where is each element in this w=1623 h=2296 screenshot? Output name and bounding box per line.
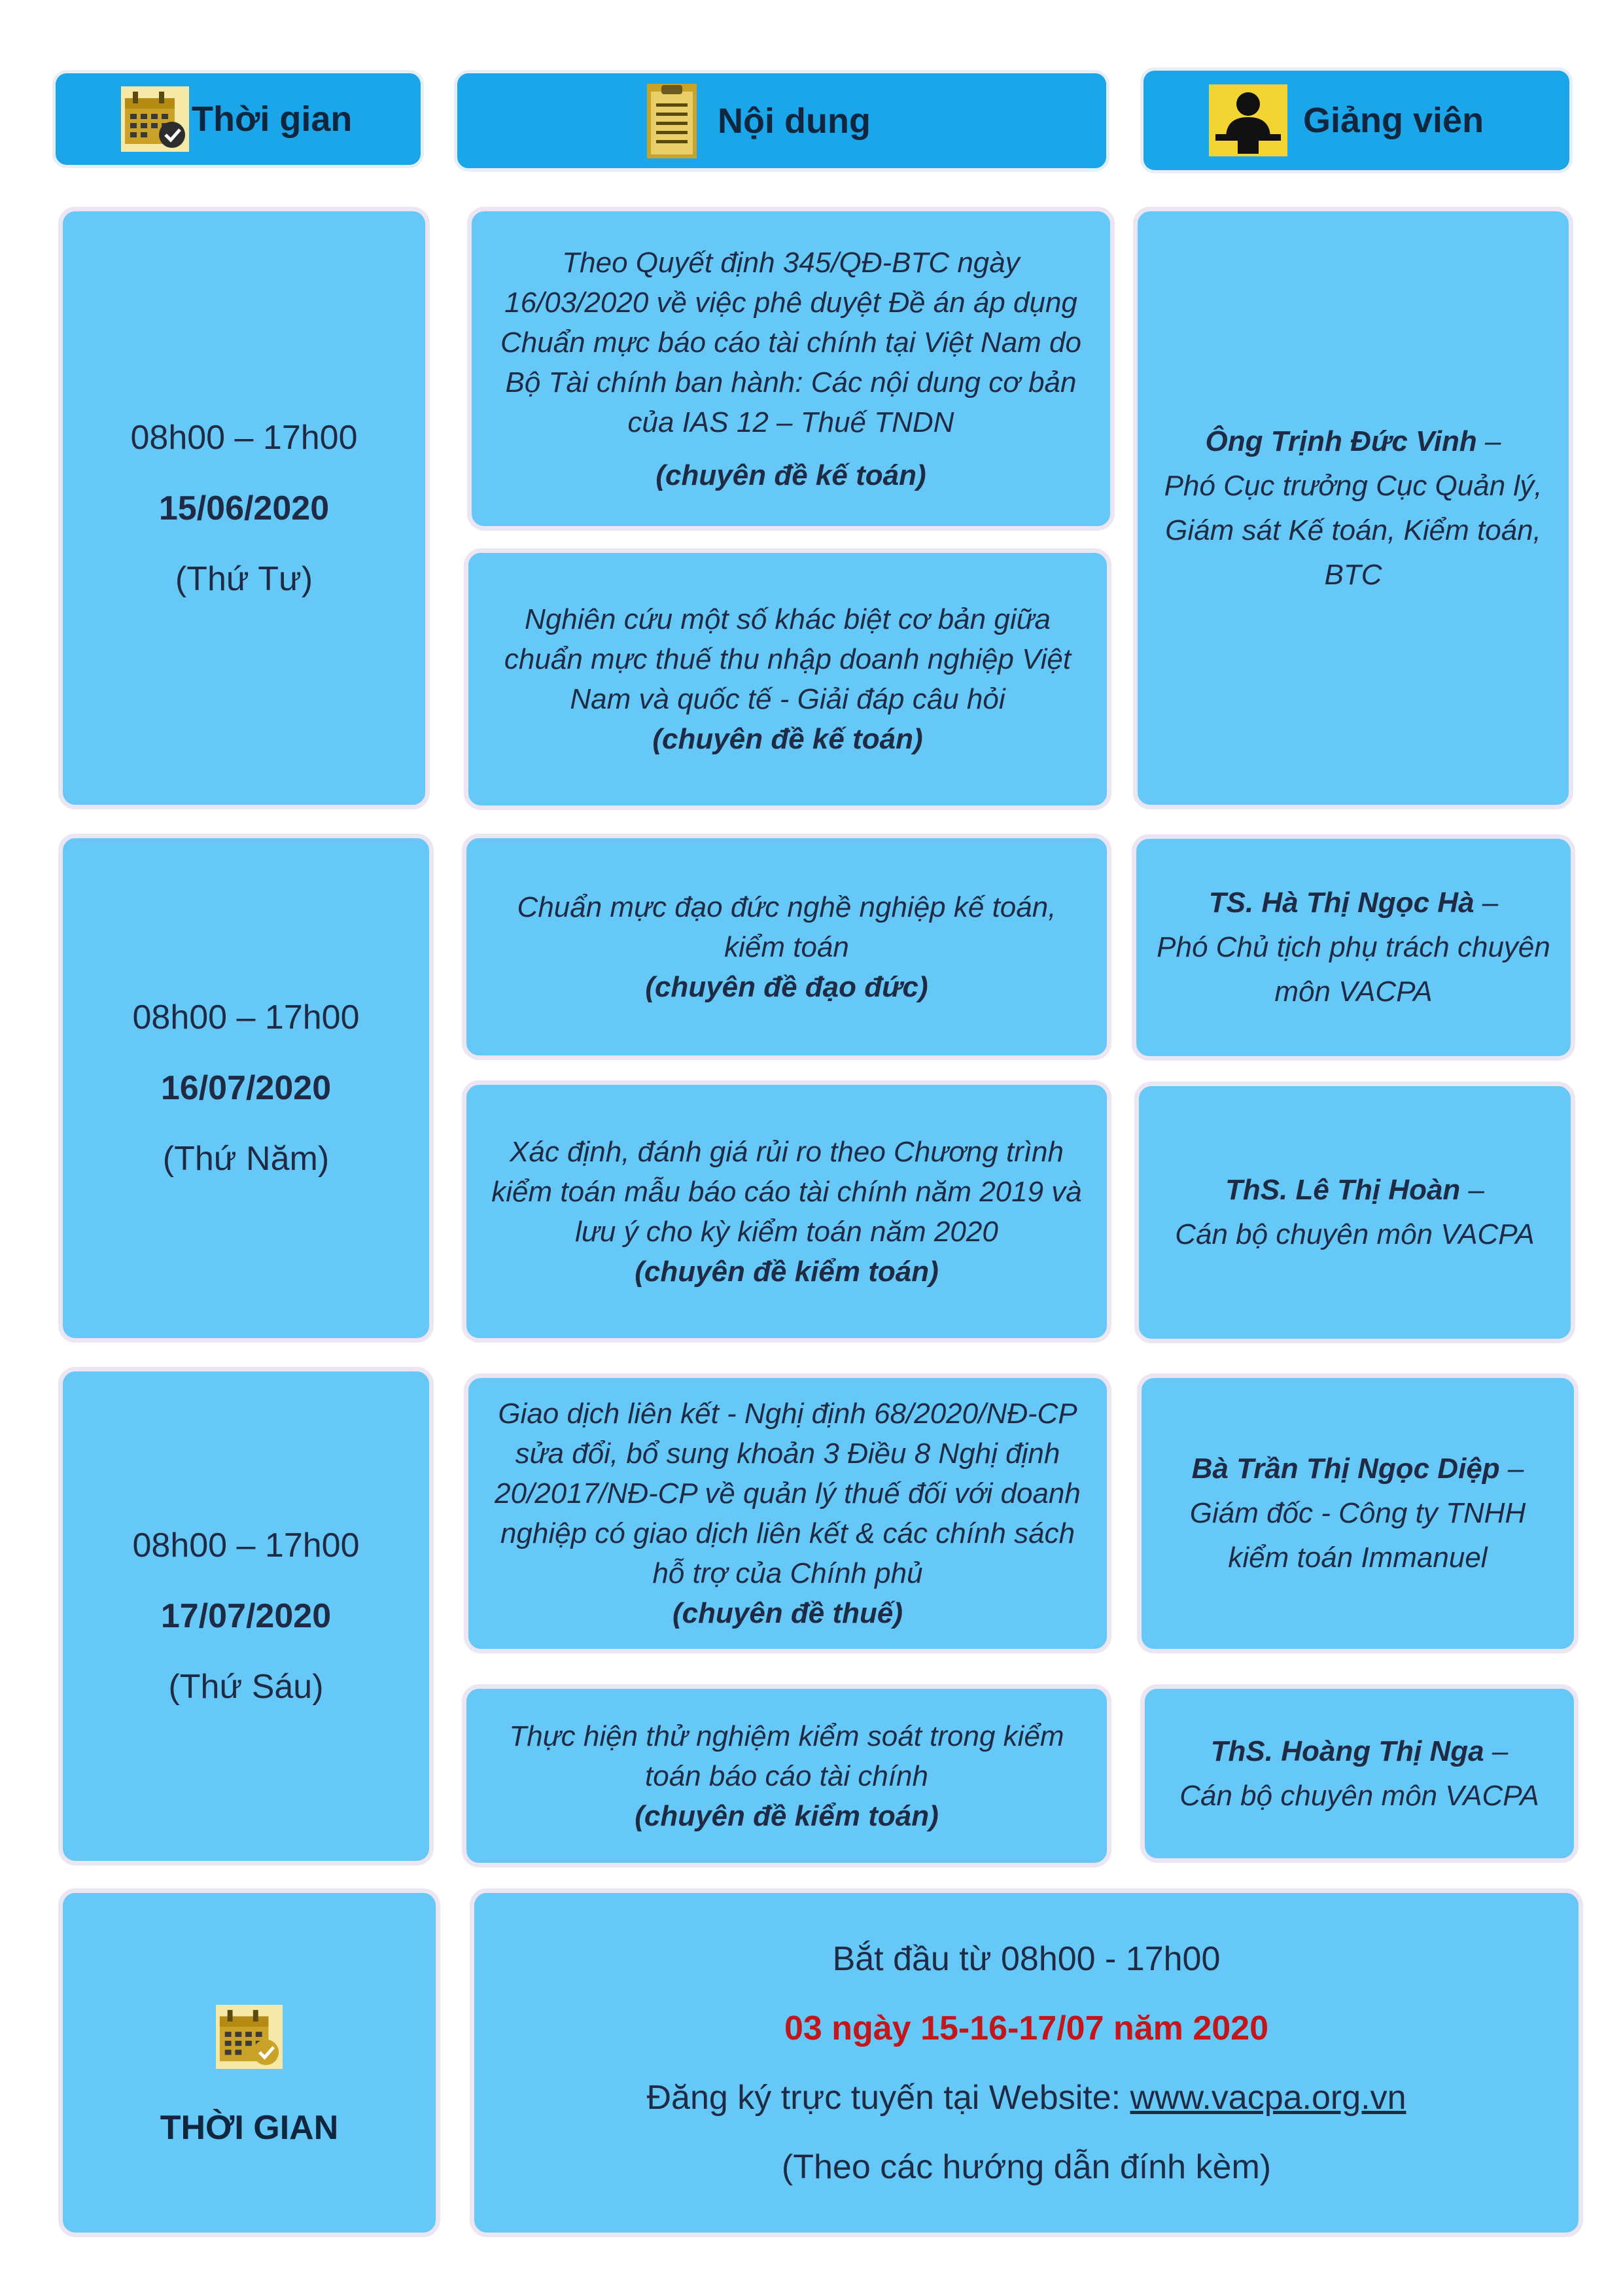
header-content — [454, 70, 1109, 171]
header-time-label: Thời gian — [192, 99, 353, 139]
day2-date: 16/07/2020 — [160, 1069, 332, 1107]
lecturer-role: Cán bộ chuyên môn VACPA — [1175, 1218, 1535, 1250]
day2-lecturer2 — [1134, 1082, 1575, 1343]
summary-register — [646, 2078, 1406, 2117]
lecturer-role: Cán bộ chuyên môn VACPA — [1179, 1779, 1539, 1812]
lecturer-role: Giám đốc - Công ty TNHH kiểm toán Immanuel — [1189, 1497, 1526, 1574]
day3-session2 — [462, 1684, 1111, 1867]
session-text: Nghiên cứu một số khác biệt cơ bản giữa chuẩn mực thuế thu nhập doanh nghiệp Việt Nam và quốc tế - Giải đáp câu hỏi — [504, 603, 1072, 715]
day2-lecturer1 — [1132, 834, 1575, 1061]
lecturer-icon — [1209, 84, 1287, 156]
register-prefix: Đăng ký trực tuyến tại Website: — [646, 2078, 1130, 2117]
day3-date: 17/07/2020 — [160, 1597, 332, 1635]
session-topic: (chuyên đề kế toán) — [655, 459, 926, 491]
day3-lecturer1 — [1137, 1373, 1579, 1653]
calendar-icon — [121, 86, 189, 152]
session-topic: (chuyên đề kế toán) — [652, 723, 923, 755]
day1-session2 — [464, 548, 1111, 810]
document-icon — [647, 84, 697, 158]
day2-session1 — [462, 834, 1111, 1060]
summary-dates: 03 ngày 15-16-17/07 năm 2020 — [784, 2009, 1269, 2047]
session-topic: (chuyên đề đạo đức) — [645, 970, 928, 1003]
name-dash: – — [1482, 887, 1499, 919]
lecturer-role: Phó Chủ tịch phụ trách chuyên môn VACPA — [1157, 931, 1550, 1008]
day2-time-box — [58, 834, 434, 1343]
header-lecturer-label: Giảng viên — [1303, 101, 1484, 140]
session-text: Giao dịch liên kết - Nghị định 68/2020/NĐ-CP sửa đổi, bổ sung khoản 3 Điều 8 Nghị định 20/2017/NĐ-CP về quản lý thuế đối với doanh nghiệp có giao dịch liên kết & các chính sách hỗ trợ của Chính phủ — [495, 1398, 1081, 1589]
session-topic: (chuyên đề thuế) — [672, 1597, 903, 1629]
day3-time: 08h00 – 17h00 — [132, 1527, 360, 1564]
header-time — [52, 70, 424, 168]
session-topic: (chuyên đề kiểm toán) — [635, 1799, 939, 1832]
day2-weekday: (Thứ Năm) — [162, 1140, 330, 1178]
calendar-icon — [216, 2005, 283, 2069]
website-link[interactable]: www.vacpa.org.vn — [1130, 2078, 1406, 2117]
day1-date: 15/06/2020 — [158, 489, 330, 527]
header-content-label: Nội dung — [718, 101, 871, 141]
day3-weekday: (Thứ Sáu) — [168, 1668, 324, 1706]
day1-lecturer — [1133, 207, 1573, 809]
summary-label: THỜI GIAN — [160, 2108, 339, 2147]
name-dash: – — [1492, 1735, 1509, 1767]
lecturer-name: ThS. Lê Thị Hoàn — [1225, 1174, 1461, 1206]
day3-time-box — [58, 1367, 434, 1865]
session-text: Theo Quyết định 345/QĐ-BTC ngày 16/03/2020 về việc phê duyệt Đề án áp dụng Chuẩn mực báo cáo tài chính tại Việt Nam do Bộ Tài chính ban hành: Các nội dung cơ bản của IAS 12 – Thuế TNDN — [500, 246, 1081, 438]
day2-time: 08h00 – 17h00 — [132, 998, 360, 1036]
session-text: Chuẩn mực đạo đức nghề nghiệp kế toán, kiểm toán — [517, 891, 1056, 963]
summary-hours: Bắt đầu từ 08h00 - 17h00 — [832, 1939, 1221, 1978]
day1-time: 08h00 – 17h00 — [130, 418, 358, 457]
lecturer-name: TS. Hà Thị Ngọc Hà — [1208, 887, 1475, 919]
summary-note: (Theo các hướng dẫn đính kèm) — [781, 2147, 1272, 2186]
lecturer-role: Phó Cục trưởng Cục Quản lý, Giám sát Kế toán, Kiểm toán, BTC — [1164, 469, 1543, 591]
name-dash: – — [1507, 1453, 1524, 1485]
day1-session1 — [467, 207, 1115, 531]
lecturer-name: Bà Trần Thị Ngọc Diệp — [1191, 1453, 1500, 1485]
lecturer-name: Ông Trịnh Đức Vinh — [1205, 425, 1477, 457]
name-dash: – — [1484, 425, 1501, 457]
session-topic: (chuyên đề kiểm toán) — [635, 1255, 939, 1288]
header-lecturer — [1140, 67, 1573, 173]
day3-lecturer2 — [1140, 1684, 1579, 1863]
summary-info-box — [470, 1888, 1583, 2237]
name-dash: – — [1468, 1174, 1485, 1206]
day1-time-box — [58, 207, 430, 809]
day2-session2 — [462, 1080, 1111, 1343]
lecturer-name: ThS. Hoàng Thị Nga — [1210, 1735, 1484, 1767]
session-text: Thực hiện thử nghiệm kiểm soát trong kiểm toán báo cáo tài chính — [509, 1720, 1064, 1792]
summary-time-box — [58, 1888, 440, 2237]
day3-session1 — [464, 1373, 1111, 1653]
session-text: Xác định, đánh giá rủi ro theo Chương trình kiểm toán mẫu báo cáo tài chính năm 2019 và lưu ý cho kỳ kiểm toán năm 2020 — [491, 1135, 1082, 1248]
day1-weekday: (Thứ Tư) — [175, 559, 313, 598]
